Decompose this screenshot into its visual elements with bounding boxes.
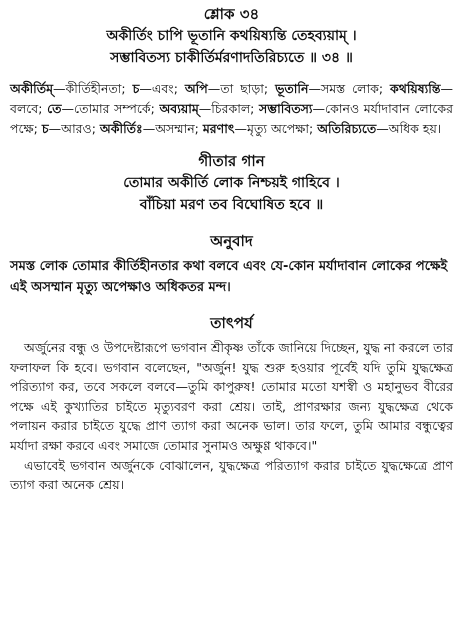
- purport-paragraph-1: অর্জুনের বন্ধু ও উপদেষ্টারূপে ভগবান শ্রীকৃষ্ণ তাঁকে জানিয়ে দিচ্ছেন, যুদ্ধ না করলে তার ফলাফল কি হবে। ভগবান বলেছেন, "অর্জুন! যুদ্ধ শুরু হওয়ার পূর্বেই যদি তুমি যুদ্ধক্ষেত্র পরিত্যাগ কর, তবে সকলে বলবে—তুমি কাপুরুষ! তোমার মতো যশস্বী ও মহানুভব বীরের পক্ষে এই কুখ্যাতির চাইতে মৃত্যুবরণ করা শ্রেয়। তাই, প্রাণরক্ষার জন্য যুদ্ধক্ষেত্র থেকে পলায়ন করার চাইতে যুদ্ধে প্রাণ ত্যাগ করা অনেক ভাল। তার ফলে, তুমি আমার বন্ধুত্বের মর্যাদা রক্ষা করবে এবং সমাজে তোমার সুনামও অক্ষুণ্ণ থাকবে।": [10, 340, 453, 453]
- synonym-word: অকীর্তিঃ: [99, 121, 143, 136]
- translation-title: অনুবাদ: [210, 232, 253, 250]
- synonym-meaning: —এবং;: [139, 81, 185, 96]
- synonyms-block: [10, 79, 453, 139]
- synonym-meaning: —সমস্ত লোক;: [308, 81, 390, 96]
- synonym-word: অকীর্তিম্‌: [10, 81, 54, 96]
- synonym-word: কথয়িষ্যন্তি: [389, 81, 441, 96]
- synonym-word: চ: [41, 121, 49, 136]
- synonym-word: অপি: [184, 81, 208, 96]
- translation-text: সমস্ত লোক তোমার কীর্তিহীনতার কথা বলবে এবং যে-কোন মর্যাদাবান লোকের পক্ষেই এই অসম্মান মৃত্যু অপেক্ষাও অধিকতর মন্দ।: [10, 259, 448, 295]
- verse-line-1: অকীর্তিং চাপি ভূতানি কথয়িষ্যন্তি তেহব্যয়াম্‌ ।: [106, 28, 357, 44]
- document-page: [0, 3, 463, 632]
- synonym-word: অব্যয়াম্‌: [159, 101, 199, 116]
- verse-line-2: সম্ভাবিতস্য চাকীর্তির্মরণাদতিরিচ্যতে ॥ ৩৪ ॥: [110, 50, 353, 66]
- synonym-meaning: —অধিক হয়।: [376, 121, 442, 136]
- synonym-word: তে: [47, 101, 62, 116]
- synonym-word: সম্ভাবিতস্য: [258, 101, 313, 116]
- synonym-word: মরণাৎ: [202, 121, 235, 136]
- synonym-word: চ: [132, 81, 140, 96]
- synonym-meaning: —কীর্তিহীনতা;: [53, 81, 133, 96]
- synonym-meaning: —তোমার সম্পর্কে;: [61, 101, 160, 116]
- synonym-meaning: —তা ছাড়া;: [207, 81, 276, 96]
- synonym-meaning: —আরও;: [48, 121, 100, 136]
- synonym-word: অতিরিচ্যতে: [317, 121, 377, 136]
- synonym-word: ভূতানি: [275, 81, 309, 96]
- synonym-meaning: —মৃত্যু অপেক্ষা;: [234, 121, 318, 136]
- gita-gaan-line-1: তোমার অকীর্তি লোক নিশ্চয়ই গাহিবে ।: [123, 175, 340, 191]
- synonym-meaning: —অসম্মান;: [142, 121, 203, 136]
- purport-title: তাৎপর্য: [210, 314, 253, 332]
- synonym-meaning: —বলবে;: [10, 81, 453, 116]
- purport-paragraph-2: এভাবেই ভগবান অর্জুনকে বোঝালেন, যুদ্ধক্ষেত্র পরিত্যাগ করার চাইতে যুদ্ধক্ষেত্রে প্রাণ ত্যাগ করা অনেক শ্রেয়।: [10, 457, 453, 493]
- gita-gaan-title: গীতার গান: [198, 152, 265, 170]
- gita-gaan-line-2: বাঁচিয়া মরণ তব বিঘোষিত হবে ॥: [139, 197, 324, 213]
- synonym-meaning: —চিরকাল;: [198, 101, 259, 116]
- synonym-meaning: —কোনও মর্যাদাবান লোকের পক্ষে;: [10, 101, 453, 136]
- verse-title: শ্লোক ৩৪: [203, 5, 260, 23]
